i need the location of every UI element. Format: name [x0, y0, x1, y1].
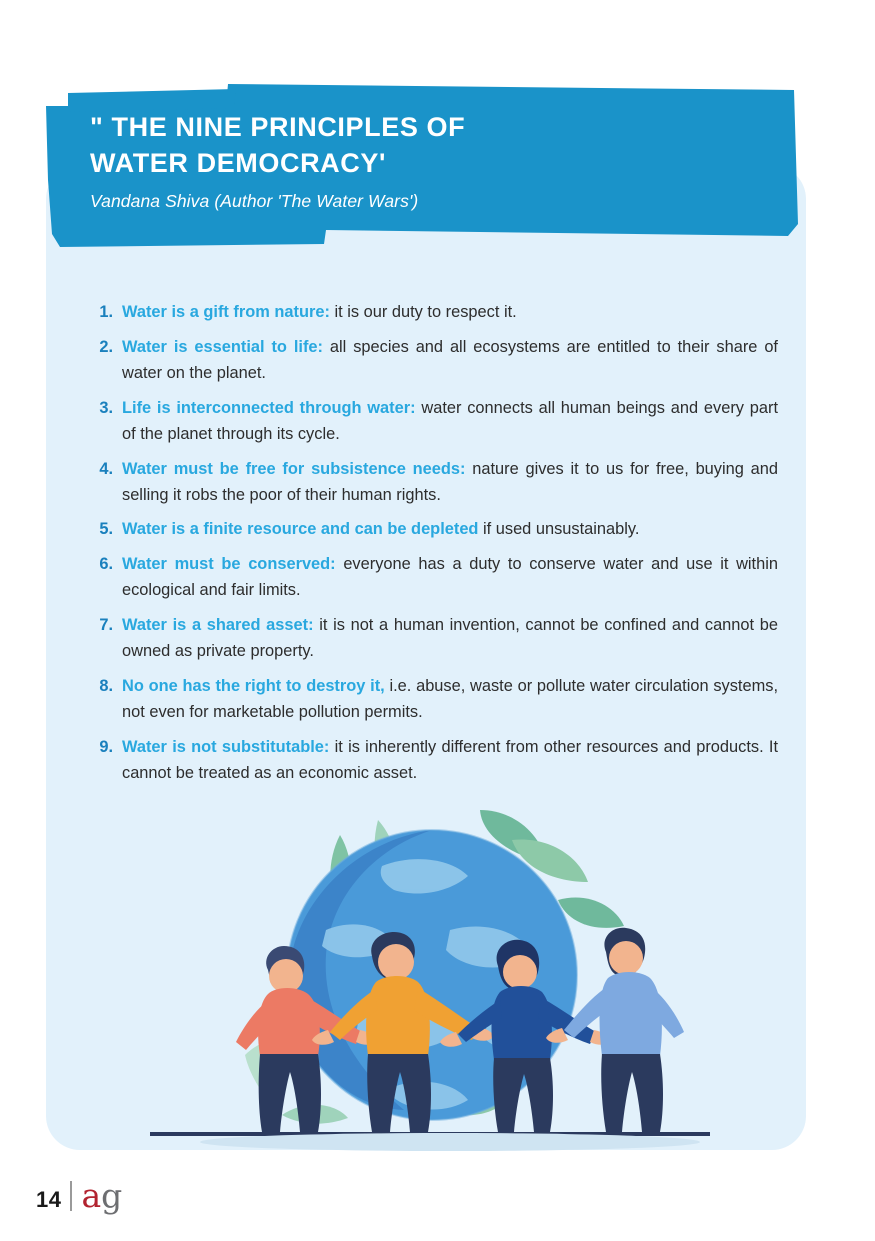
- header-banner: [46, 84, 808, 249]
- list-item: [88, 396, 778, 448]
- page-title-line1: " THE NINE PRINCIPLES OF: [90, 112, 466, 142]
- list-item: [88, 674, 778, 726]
- list-item-text: [122, 517, 778, 543]
- list-item-rest: it is our duty to respect it.: [329, 303, 517, 321]
- list-item-lead: Life is interconnected through water:: [122, 398, 416, 417]
- list-item-number: 8.: [99, 677, 113, 696]
- list-item-text: [122, 613, 778, 665]
- list-item-number: 9.: [99, 737, 113, 756]
- page-footer: [36, 1177, 122, 1213]
- brand-logo: [81, 1176, 123, 1215]
- list-item-number: 4.: [99, 459, 113, 478]
- page-number: 14: [36, 1187, 62, 1212]
- list-item-number: 6.: [99, 555, 113, 574]
- principles-list: [88, 300, 778, 796]
- list-item-lead: Water is a shared asset:: [122, 616, 314, 635]
- logo-letter-a: a: [81, 1176, 102, 1215]
- list-item-number: 1.: [99, 303, 113, 321]
- list-item-lead: No one has the right to destroy it,: [122, 677, 385, 696]
- list-item-rest: all species and all ecosystems are entitled to their share of water on the planet.: [122, 337, 778, 382]
- ground-shadow: [200, 1133, 700, 1151]
- list-item: [88, 613, 778, 665]
- list-item-text: [122, 300, 778, 326]
- list-item-number: 7.: [99, 616, 113, 635]
- list-item: [88, 552, 778, 604]
- list-item-number: 3.: [99, 398, 113, 417]
- banner-text-group: [90, 110, 768, 212]
- logo-letter-g: g: [101, 1176, 123, 1215]
- list-item-lead: Water must be free for subsistence needs:: [122, 459, 466, 478]
- list-item-lead: Water is not substitutable:: [122, 737, 330, 756]
- list-item-text: [122, 335, 778, 387]
- page-title-line2: WATER DEMOCRACY': [90, 147, 387, 178]
- list-item-text: [122, 674, 778, 726]
- list-item-number: 2.: [99, 337, 113, 356]
- list-item-rest: everyone has a duty to conserve water and use it within ecological and fair limits.: [122, 555, 778, 600]
- list-item: [88, 335, 778, 387]
- list-item-rest: water connects all human beings and every part of the planet through its cycle.: [122, 398, 778, 443]
- list-item-rest: i.e. abuse, waste or pollute water circulation systems, not even for marketable pollution permits.: [122, 677, 778, 721]
- list-item-text: [122, 552, 778, 604]
- illustration-people-globe: [150, 780, 710, 1170]
- list-item-number: 5.: [99, 520, 113, 539]
- list-item-text: [122, 457, 778, 509]
- list-item-rest: if used unsustainably.: [478, 520, 640, 539]
- list-item-lead: Water is a gift from nature:: [122, 303, 330, 321]
- list-item-text: [122, 735, 778, 787]
- list-item-lead: Water is essential to life:: [122, 337, 323, 356]
- list-item-lead: Water is a finite resource and can be depleted: [122, 520, 479, 539]
- list-item: [88, 735, 778, 787]
- footer-divider: [70, 1181, 72, 1211]
- list-item: [88, 517, 778, 543]
- page-subtitle: Vandana Shiva (Author 'The Water Wars'): [90, 191, 419, 212]
- list-item: [88, 300, 778, 326]
- list-item-rest: it is not a human invention, cannot be confined and cannot be owned as private property.: [122, 616, 778, 661]
- list-item-rest: nature gives it to us for free, buying and selling it robs the poor of their human rights.: [122, 459, 778, 504]
- list-item-lead: Water must be conserved:: [122, 555, 336, 574]
- list-item-rest: it is inherently different from other resources and products. It cannot be treated as an economic asset.: [122, 737, 779, 782]
- list-item: [88, 457, 778, 509]
- list-item-text: [122, 396, 778, 448]
